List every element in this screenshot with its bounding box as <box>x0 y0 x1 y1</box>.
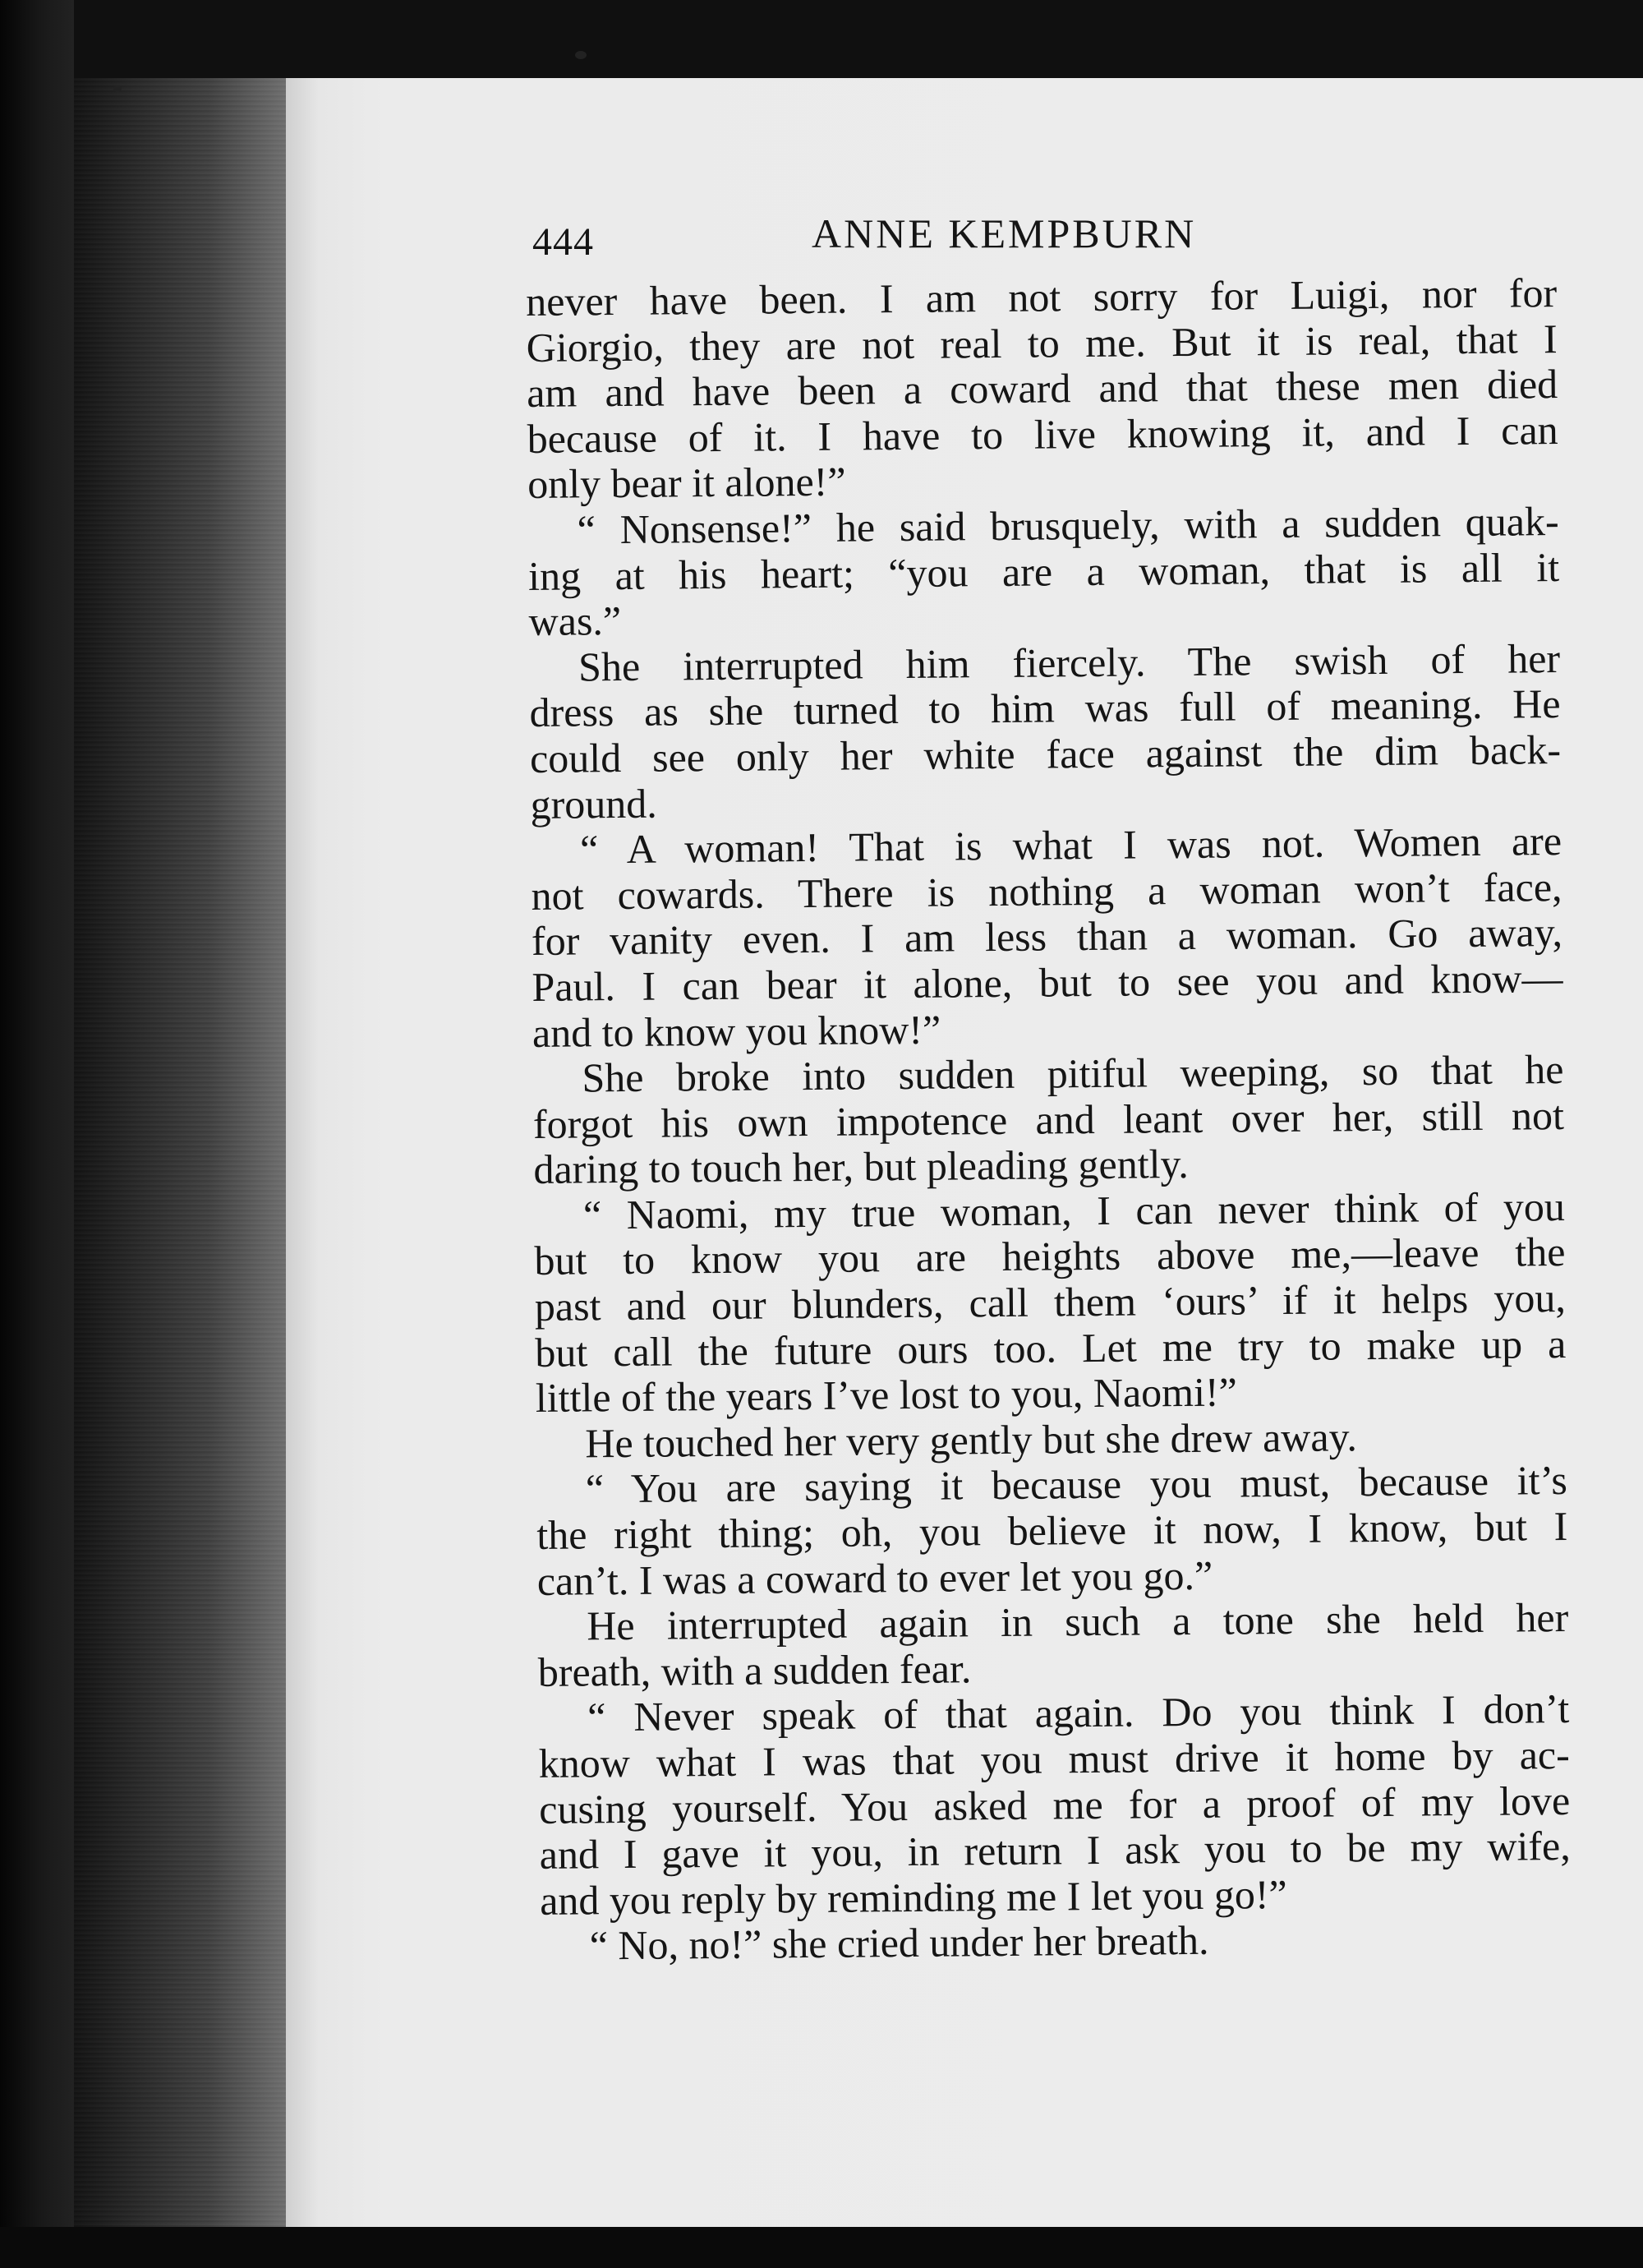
text-line: daring to touch her, but pleading gently. <box>533 1141 1190 1193</box>
running-header <box>532 210 1600 275</box>
text-line: She broke into sudden pitiful weeping, so that he <box>582 1046 1564 1101</box>
dust-speck <box>113 85 122 92</box>
text-line: Paul. I can bear it alone, but to see you and know— <box>532 954 1563 1010</box>
text-line: but call the future ours too. Let me try to make up a <box>535 1320 1567 1376</box>
running-title: ANNE KEMPBURN <box>812 210 1197 256</box>
text-line: but to know you are heights above me,—leave the <box>534 1228 1566 1284</box>
text-line: “ Nonsense!” he said brusquely, with a sudden quak- <box>577 498 1559 553</box>
text-line: “ A woman! That is what I was not. Women are <box>579 818 1562 873</box>
text-line: was.” <box>528 597 622 645</box>
text-line: could see only her white face against the dim back- <box>529 726 1562 781</box>
text-line: “ You are saying it because you must, because it’s <box>585 1457 1568 1512</box>
text-line: never have been. I am not sorry for Luigi, nor for <box>525 270 1558 325</box>
text-line: breath, with a sudden fear. <box>537 1645 972 1695</box>
text-line: ground. <box>530 780 657 827</box>
text-line: and you reply by reminding me I let you go!” <box>539 1870 1287 1924</box>
text-line: “ Naomi, my true woman, I can never think of you <box>582 1182 1566 1238</box>
text-line: because of it. I have to live knowing it, and I can <box>527 406 1558 462</box>
text-line: past and our blunders, call them ‘ours’ if it helps you, <box>534 1275 1567 1330</box>
text-line: ing at his heart; “you are a woman, that is all it <box>527 543 1560 599</box>
scanner-bottom-border <box>0 2227 1643 2268</box>
text-line: forgot his own impotence and leant over her, still not <box>532 1091 1565 1147</box>
scanner-left-border <box>0 0 74 2268</box>
text-line: for vanity even. I am less than a woman. Go away, <box>531 909 1563 965</box>
text-line: and I gave it you, in return I ask you to be my wife, <box>539 1823 1571 1878</box>
text-line: She interrupted him fiercely. The swish of her <box>578 634 1561 690</box>
text-line: know what I was that you must drive it home by ac- <box>538 1731 1570 1786</box>
scanner-top-border <box>0 0 1643 82</box>
text-line: can’t. I was a coward to ever let you go.” <box>536 1551 1213 1604</box>
text-line: am and have been a coward and that these men died <box>526 361 1558 417</box>
text-line: “ No, no!” she cried under her breath. <box>589 1917 1209 1969</box>
book-spine-shadow <box>74 78 320 2227</box>
body-text <box>526 270 1572 1970</box>
dust-speck <box>575 51 587 59</box>
text-line: little of the years I’ve lost to you, Naomi!” <box>535 1368 1238 1422</box>
text-line: not cowards. There is nothing a woman won’t face, <box>531 863 1562 919</box>
text-line: and to know you know!” <box>532 1006 941 1056</box>
text-line: only bear it alone!” <box>527 458 846 508</box>
text-line: “ Never speak of that again. Do you think I don’t <box>587 1685 1570 1740</box>
text-line: dress as she turned to him was full of meaning. He <box>529 680 1561 736</box>
text-line: He touched her very gently but she drew away. <box>585 1413 1358 1467</box>
text-line: He interrupted again in such a tone she held her <box>587 1594 1569 1649</box>
text-line: the right thing; oh, you believe it now, I know, but I <box>536 1503 1568 1558</box>
page-number: 444 <box>532 220 594 264</box>
text-line: cusing yourself. You asked me for a proof of my love <box>539 1777 1571 1832</box>
text-line: Giorgio, they are not real to me. But it is real, that I <box>526 315 1558 371</box>
